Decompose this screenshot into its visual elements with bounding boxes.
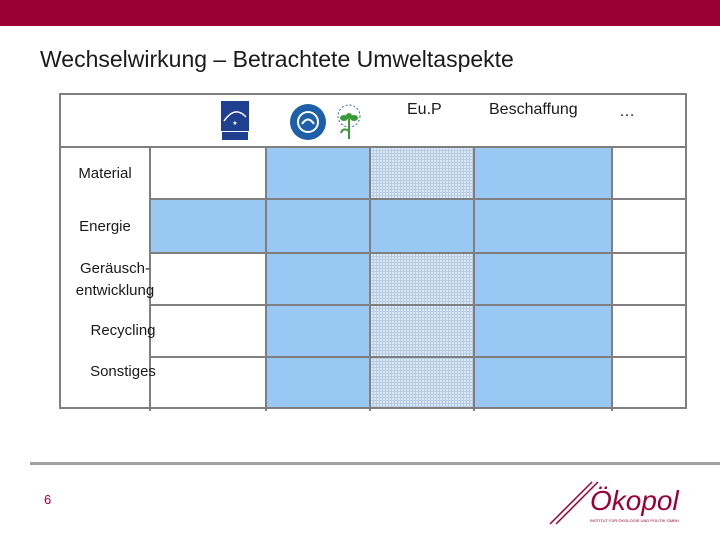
cell-beschaffung-energie [474, 199, 612, 253]
column-header-more: … [619, 103, 635, 120]
row-label-material [61, 163, 149, 185]
energy-star-logo [221, 101, 249, 141]
oekopol-wordmark: Ökopol [590, 485, 679, 516]
grid-hline [150, 304, 687, 306]
grid-vline [611, 147, 613, 411]
svg-text:★: ★ [232, 121, 238, 127]
grid-vline [473, 147, 475, 411]
row-label-recycling [61, 320, 185, 342]
grid-vline [369, 147, 371, 411]
cell-blauerengel-material [266, 147, 370, 199]
column-header-eup: Eu.P [407, 101, 442, 118]
top-brand-bar [0, 0, 720, 26]
cell-beschaffung-material [474, 147, 612, 199]
grid-vline [265, 147, 267, 411]
grid-hline [150, 198, 687, 200]
footer-divider [30, 462, 720, 465]
oekopol-subtitle: INSTITUT FÜR ÖKOLOGIE UND POLITIK GMBH [590, 518, 679, 523]
slide-title: Wechselwirkung – Betrachtete Umweltaspekte [40, 46, 514, 72]
cell-eup-sonstiges [370, 357, 474, 407]
row-label-text: Material [78, 165, 132, 182]
oekopol-logo [548, 478, 688, 531]
row-label-energie [61, 216, 149, 238]
row-label-text: Energie [79, 218, 131, 235]
cell-eup-energie [370, 199, 474, 253]
cell-blauerengel-geraeusch [266, 253, 370, 305]
row-label-sonstiges [61, 361, 185, 383]
cell-blauerengel-sonstiges [266, 357, 370, 407]
row-label-text: Recycling [90, 322, 156, 339]
column-header-beschaffung: Beschaffung [489, 101, 578, 118]
cell-energystar-energie [150, 199, 266, 253]
grid-hline [61, 146, 687, 148]
eu-flower-logo [333, 103, 365, 141]
row-label-geraeusch [61, 258, 169, 302]
blauer-engel-logo [289, 103, 327, 141]
cell-beschaffung-sonstiges [474, 357, 612, 407]
cell-beschaffung-geraeusch [474, 253, 612, 305]
aspects-table [59, 93, 687, 409]
cell-blauerengel-recycling [266, 305, 370, 357]
row-label-text: entwicklung [75, 282, 155, 299]
cell-eup-material [370, 147, 474, 199]
page-number: 6 [44, 492, 52, 507]
row-label-text: Sonstiges [90, 363, 156, 380]
grid-hline [150, 356, 687, 358]
row-label-text: Geräusch- [79, 260, 151, 277]
cell-eup-geraeusch [370, 253, 474, 305]
cell-blauerengel-energie [266, 199, 370, 253]
grid-hline [150, 252, 687, 254]
cell-eup-recycling [370, 305, 474, 357]
cell-beschaffung-recycling [474, 305, 612, 357]
